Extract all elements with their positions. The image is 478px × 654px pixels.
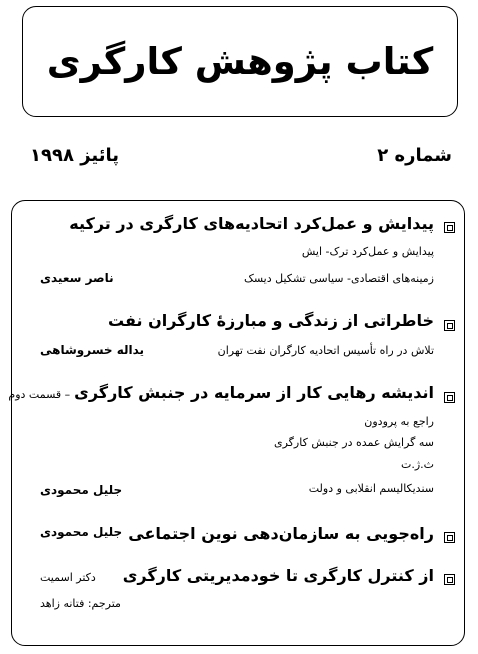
table-of-contents xyxy=(8,200,465,646)
article-subtitle: زمینه‌های اقتصادی- سیاسی تشکیل دیسک xyxy=(244,272,434,285)
article-title[interactable]: از کنترل کارگری تا خودمدیریتی کارگری xyxy=(122,566,434,585)
bullet-box-icon xyxy=(444,392,455,403)
article-author: یداله خسروشاهی xyxy=(40,343,145,357)
article-title[interactable]: پیدایش و عمل‌کرد اتحادیه‌های کارگری در ترکیه xyxy=(69,214,434,233)
article-author: جلیل محمودی xyxy=(40,483,123,497)
issue-season: پائیز ۱۹۹۸ xyxy=(30,145,120,166)
bullet-box-icon xyxy=(444,532,455,543)
article-author: دکتر اسمیت xyxy=(40,571,96,584)
article-title[interactable]: اندیشه رهایی کار از سرمایه در جنبش کارگری– قسمت دوم xyxy=(8,383,434,402)
article-subtitle: ث.ژ.ت xyxy=(400,458,434,471)
bullet-box-icon xyxy=(444,574,455,585)
article-subtitle: سه گرایش عمده در جنبش کارگری xyxy=(274,436,434,449)
article-subtitle: تلاش در راه تأسیس اتحادیه کارگران نفت تهران xyxy=(217,344,434,357)
article-subtitle: راجع به پرودون xyxy=(364,415,434,428)
article-title[interactable]: راه‌جویی به سازمان‌دهی نوین اجتماعی xyxy=(128,524,434,543)
article-translator: مترجم: فتانه زاهد xyxy=(40,597,121,610)
bullet-box-icon xyxy=(444,320,455,331)
issue-info xyxy=(22,145,458,169)
issue-number: شماره ۲ xyxy=(377,145,452,166)
title-frame xyxy=(22,6,458,117)
bullet-box-icon xyxy=(444,222,455,233)
article-author: جلیل محمودی xyxy=(40,525,123,539)
article-author: ناصر سعیدی xyxy=(40,271,114,285)
article-subtitle: سندیکالیسم انقلابی و دولت xyxy=(308,482,434,495)
book-title: کتاب پژوهش کارگری xyxy=(46,40,434,83)
article-subtitle: پیدایش و عمل‌کرد ترک- ایش xyxy=(301,245,434,258)
article-title[interactable]: خاطراتی از زندگی و مبارزهٔ کارگران نفت xyxy=(108,311,434,330)
